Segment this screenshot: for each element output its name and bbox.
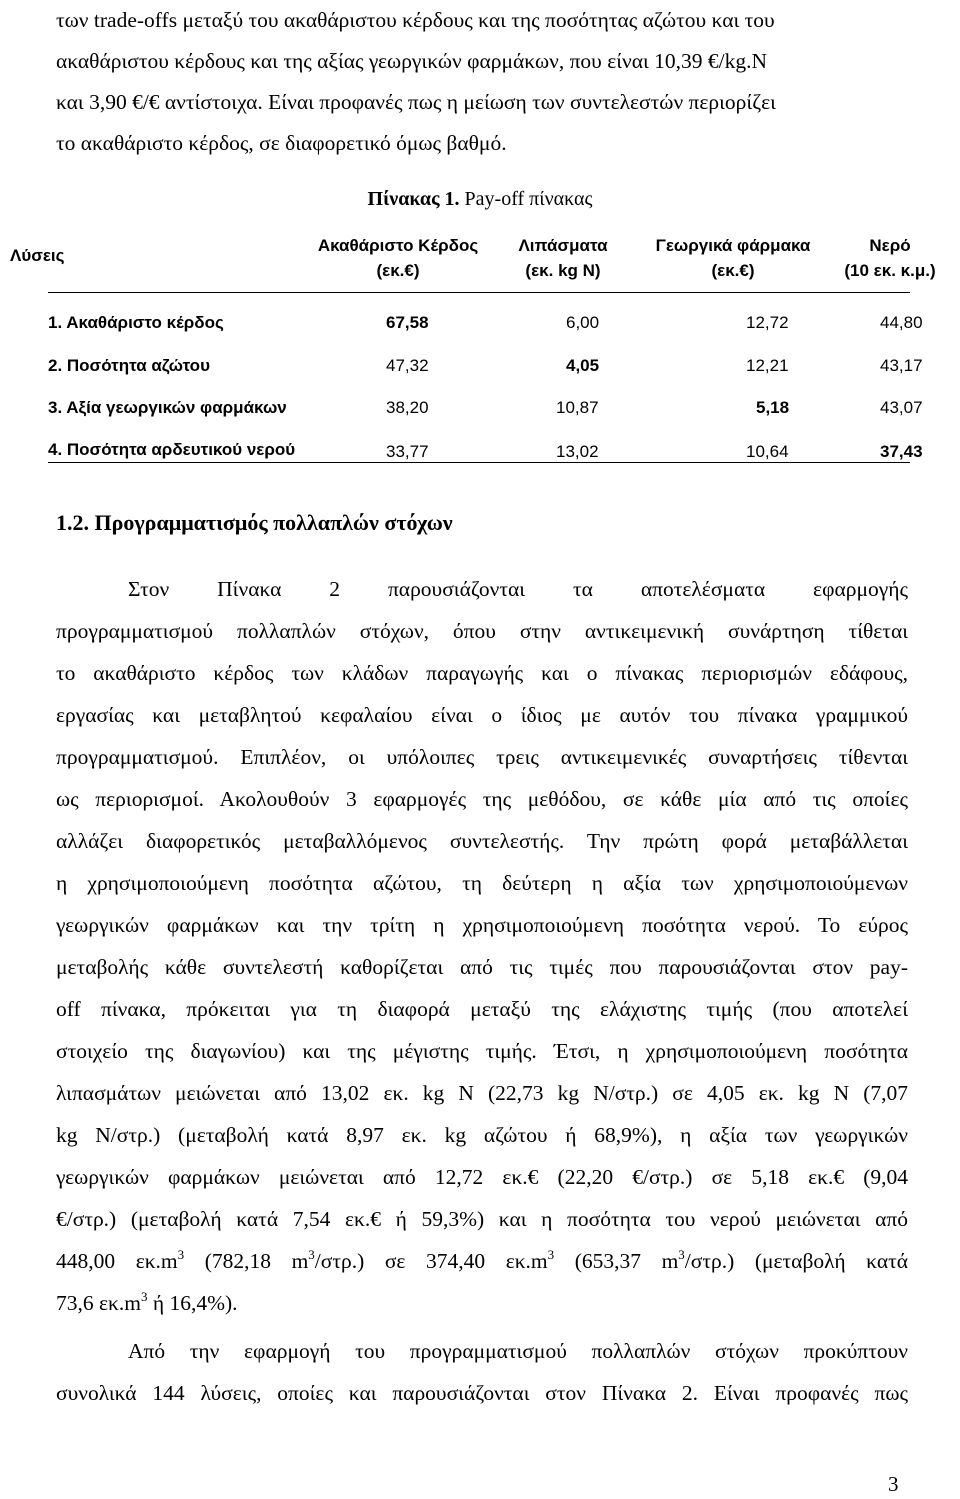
table-cell: 38,20: [386, 398, 429, 417]
body-line-15: γεωργικών φαρμάκων μειώνεται από 12,72 εκ.€ (22,20 €/στρ.) σε 5,18 εκ.€ (9,04: [56, 1165, 908, 1189]
column-header-gross-profit: [298, 233, 498, 283]
table-cell: 44,80: [880, 313, 923, 332]
table-cell: 4,05: [566, 356, 600, 375]
table-caption-title: Pay-off πίνακας: [459, 188, 593, 210]
column-header-water: [820, 233, 960, 283]
column-header-pesticides-line2: (εκ.€): [711, 261, 755, 280]
body-line-2: προγραμματισμού πολλαπλών στόχων, όπου στην αντικειμενική συνάρτηση τίθεται: [56, 619, 908, 643]
body-line-12: στοιχείο της διαγωνίου) και της μέγιστης τιμής. Έτσι, η χρησιμοποιούμενη ποσότητα: [56, 1039, 908, 1063]
row-header: Λύσεις: [10, 246, 65, 265]
body-line-14: kg N/στρ.) (μεταβολή κατά 8,97 εκ. kg αζώτου ή 68,9%), η αξία των γεωργικών: [56, 1123, 908, 1147]
column-header-water-line2: (10 εκ. κ.μ.): [844, 261, 936, 280]
superscript: 3: [547, 1247, 555, 1262]
row-label: 2. Ποσότητα αζώτου: [48, 356, 210, 375]
body-line-1: Στον Πίνακα 2 παρουσιάζονται τα αποτελέσματα εφαρμογής: [128, 577, 908, 601]
section-title: 1.2. Προγραμματισμός πολλαπλών στόχων: [56, 510, 453, 535]
line17-part-c: /στρ.) σε 374,40 εκ.m: [314, 1249, 548, 1273]
superscript: 3: [308, 1247, 315, 1262]
table-cell: 13,02: [556, 442, 599, 461]
table-cell: 67,58: [386, 313, 429, 332]
column-header-fertilizers-line1: Λιπάσματα: [518, 236, 608, 255]
body-line-18: [56, 1282, 908, 1324]
closing-line-1: Από την εφαρμογή του προγραμματισμού πολλαπλών στόχων προκύπτουν: [128, 1339, 908, 1363]
superscript: 3: [678, 1247, 685, 1262]
table-bottom-rule: [48, 462, 910, 463]
column-header-fertilizers-line2: (εκ. kg N): [525, 261, 601, 280]
line18-part-a: 73,6 εκ.m: [56, 1291, 141, 1315]
superscript: 3: [140, 1289, 148, 1304]
page-number: 3: [888, 1472, 899, 1496]
closing-line-2: συνολικά 144 λύσεις, οποίες και παρουσιάζονται στον Πίνακα 2. Είναι προφανές πως: [56, 1381, 908, 1405]
table-cell: 5,18: [756, 398, 790, 417]
body-line-10: μεταβολής κάθε συντελεστή καθορίζεται από τις τιμές που παρουσιάζονται στον pay-: [56, 955, 908, 979]
column-header-pesticides: [638, 233, 828, 283]
intro-line-1: των trade-offs μεταξύ του ακαθάριστου κέρδους και της ποσότητας αζώτου και του: [56, 8, 775, 32]
table-cell: 33,77: [386, 442, 429, 461]
body-line-4: εργασίας και μεταβλητού κεφαλαίου είναι ο ίδιος με αυτόν του πίνακα γραμμικού: [56, 703, 908, 727]
superscript: 3: [177, 1247, 185, 1262]
table-cell: 6,00: [566, 313, 600, 332]
column-header-water-line1: Νερό: [869, 236, 911, 255]
body-paragraph: [56, 568, 908, 1324]
body-line-7: αλλάζει διαφορετικός μεταβαλλόμενος συντελεστής. Την πρώτη φορά μεταβάλλεται: [56, 829, 908, 853]
body-line-9: γεωργικών φαρμάκων και την τρίτη η χρησιμοποιούμενη ποσότητα νερού. Το εύρος: [56, 913, 908, 937]
table-cell: 43,07: [880, 398, 923, 417]
line17-part-d: (653,37 m: [554, 1249, 679, 1273]
table-caption-number: Πίνακας 1.: [367, 188, 460, 210]
line17-part-e: /στρ.) (μεταβολή κατά: [684, 1249, 908, 1273]
intro-line-2: ακαθάριστου κέρδους και της αξίας γεωργικών φαρμάκων, που είναι 10,39 €/kg.N: [56, 49, 768, 73]
row-label: 4. Ποσότητα αρδευτικού νερού: [48, 440, 296, 459]
table-cell: 47,32: [386, 356, 429, 375]
line17-part-a: 448,00 εκ.m: [56, 1249, 178, 1273]
body-line-3: το ακαθάριστο κέρδος των κλάδων παραγωγής και ο πίνακας περιορισμών εδάφους,: [56, 661, 908, 685]
column-header-gross-profit-line2: (εκ.€): [376, 261, 420, 280]
row-label: 1. Ακαθάριστο κέρδος: [48, 313, 224, 332]
table-cell: 10,87: [556, 398, 599, 417]
body-line-16: €/στρ.) (μεταβολή κατά 7,54 εκ.€ ή 59,3%) και η ποσότητα του νερού μειώνεται από: [56, 1207, 908, 1231]
table-cell: 10,64: [746, 442, 789, 461]
line17-part-b: (782,18 m: [184, 1249, 309, 1273]
table-header-rule: [48, 292, 910, 293]
body-line-6: ως περιορισμοί. Ακολουθούν 3 εφαρμογές της μεθόδου, σε κάθε μία από τις οποίες: [56, 787, 908, 811]
column-header-gross-profit-line1: Ακαθάριστο Κέρδος: [317, 236, 479, 255]
closing-paragraph: [56, 1330, 908, 1414]
line18-part-b: ή 16,4%).: [147, 1291, 238, 1315]
intro-line-3: και 3,90 €/€ αντίστοιχα. Είναι προφανές πως η μείωση των συντελεστών περιορίζει: [56, 90, 776, 114]
table-cell: 43,17: [880, 356, 923, 375]
body-line-5: προγραμματισμού. Επιπλέον, οι υπόλοιπες τρεις αντικειμενικές συναρτήσεις τίθενται: [56, 745, 908, 769]
row-label: 3. Αξία γεωργικών φαρμάκων: [48, 398, 287, 417]
body-line-13: λιπασμάτων μειώνεται από 13,02 εκ. kg N (22,73 kg N/στρ.) σε 4,05 εκ. kg N (7,07: [56, 1081, 908, 1105]
table-cell: 12,21: [746, 356, 789, 375]
body-line-11: off πίνακα, πρόκειται για τη διαφορά μεταξύ της ελάχιστης τιμής (που αποτελεί: [56, 997, 908, 1021]
table-cell: 12,72: [746, 313, 789, 332]
column-header-fertilizers: [488, 233, 638, 283]
table-cell: 37,43: [880, 442, 923, 461]
intro-line-4: το ακαθάριστο κέρδος, σε διαφορετικό όμως βαθμό.: [56, 131, 507, 155]
body-line-17: [56, 1240, 908, 1282]
payoff-table: [0, 0, 960, 500]
body-line-8: η χρησιμοποιούμενη ποσότητα αζώτου, τη δεύτερη η αξία των χρησιμοποιούμενων: [56, 871, 908, 895]
column-header-pesticides-line1: Γεωργικά φάρμακα: [655, 236, 811, 255]
